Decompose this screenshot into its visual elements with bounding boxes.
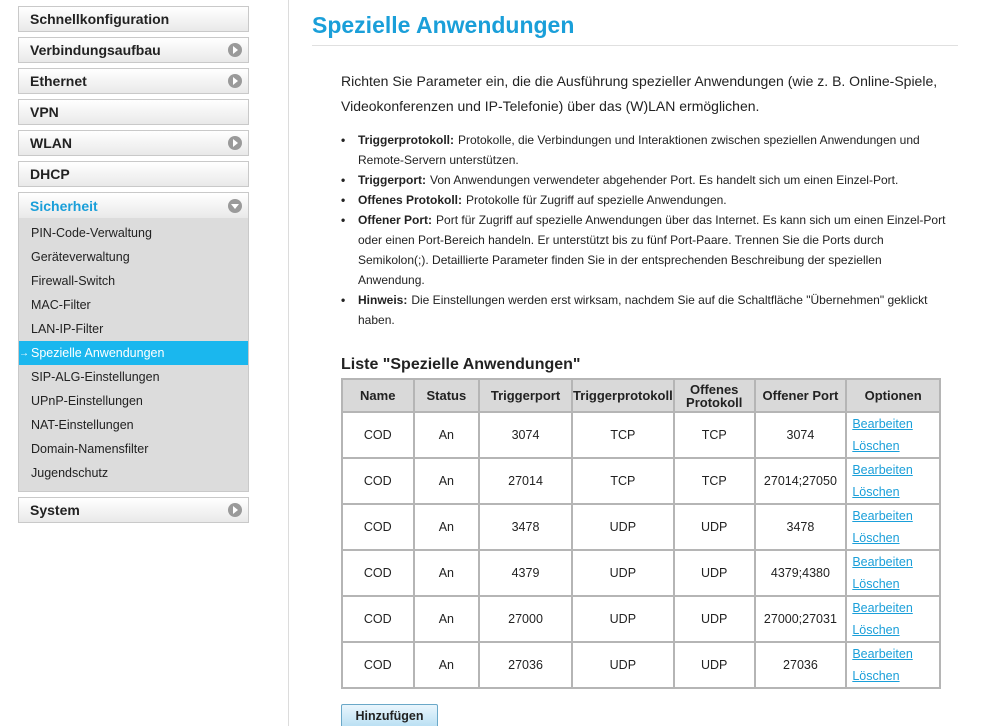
bullet-icon: • (341, 293, 346, 307)
delete-link[interactable]: Löschen (852, 531, 900, 545)
sidebar-item-vpn[interactable] (18, 99, 249, 125)
subnav-item-nat-einstellungen[interactable] (19, 413, 248, 437)
subnav-item-geraeteverwaltung[interactable] (19, 245, 248, 269)
sidebar-item-schnellkonfiguration[interactable] (18, 6, 249, 32)
cell-status: An (414, 642, 480, 688)
divider (288, 0, 289, 726)
sidebar-nav (18, 6, 249, 528)
page-title: Spezielle Anwendungen (312, 12, 575, 38)
sidebar-item-label: Schnellkonfiguration (30, 11, 170, 27)
cell-trigger-port: 3074 (479, 412, 572, 458)
column-header-offener-port: Offener Port (755, 379, 847, 412)
help-item-triggerport (341, 170, 946, 190)
title-divider (312, 45, 958, 46)
delete-link[interactable]: Löschen (852, 439, 900, 453)
subnav-item-label: Domain-Namensfilter (31, 442, 149, 456)
cell-open-port: 3074 (755, 412, 847, 458)
help-text: Die Einstellungen werden erst wirksam, nachdem Sie auf die Schaltfläche "Übernehmen" geklickt haben. (358, 293, 928, 327)
help-term: Triggerprotokoll: (358, 133, 454, 147)
cell-options (846, 412, 940, 458)
column-header-name: Name (342, 379, 414, 412)
subnav-item-label: LAN-IP-Filter (31, 322, 104, 336)
help-item-offenes-protokoll (341, 190, 946, 210)
cell-trigger-protocol: UDP (572, 504, 674, 550)
sidebar-item-label: Ethernet (30, 73, 87, 89)
cell-open-protocol: UDP (674, 642, 755, 688)
sidebar-item-sicherheit[interactable] (18, 192, 249, 218)
cell-name: COD (342, 550, 414, 596)
sidebar-item-system[interactable] (18, 497, 249, 523)
subnav-item-label: Geräteverwaltung (31, 250, 130, 264)
subnav-item-spezielle-anwendungen[interactable] (19, 341, 248, 365)
bullet-icon: • (341, 173, 346, 187)
cell-trigger-port: 27014 (479, 458, 572, 504)
cell-options (846, 458, 940, 504)
chevron-right-icon (228, 74, 242, 88)
subnav-item-label: UPnP-Einstellungen (31, 394, 143, 408)
cell-trigger-protocol: TCP (572, 458, 674, 504)
cell-open-protocol: TCP (674, 458, 755, 504)
edit-link[interactable]: Bearbeiten (852, 463, 913, 477)
cell-status: An (414, 550, 480, 596)
help-term: Offenes Protokoll: (358, 193, 463, 207)
table-row (342, 458, 940, 504)
cell-open-port: 3478 (755, 504, 847, 550)
cell-open-protocol: UDP (674, 550, 755, 596)
sidebar-item-label: DHCP (30, 166, 70, 182)
cell-open-port: 27036 (755, 642, 847, 688)
cell-options (846, 504, 940, 550)
column-header-status: Status (414, 379, 480, 412)
column-header-optionen: Optionen (846, 379, 940, 412)
cell-trigger-protocol: UDP (572, 642, 674, 688)
chevron-right-icon (228, 136, 242, 150)
help-item-hinweis (341, 290, 946, 330)
bullet-icon: • (341, 213, 346, 227)
sidebar-item-label: WLAN (30, 135, 72, 151)
intro-text: Richten Sie Parameter ein, die die Ausführung spezieller Anwendungen (wie z. B. Online-Spiele, Videokonferenzen und IP-Telefonie) über das (W)LAN ermöglichen. (341, 73, 938, 114)
edit-link[interactable]: Bearbeiten (852, 647, 913, 661)
delete-link[interactable]: Löschen (852, 623, 900, 637)
subnav-item-sip-alg-einstellungen[interactable] (19, 365, 248, 389)
cell-open-port: 27000;27031 (755, 596, 847, 642)
edit-link[interactable]: Bearbeiten (852, 509, 913, 523)
subnav-item-upnp-einstellungen[interactable] (19, 389, 248, 413)
subnav-item-mac-filter[interactable] (19, 293, 248, 317)
arrow-right-icon: → (19, 347, 29, 359)
table-row (342, 596, 940, 642)
help-term: Triggerport: (358, 173, 426, 187)
delete-link[interactable]: Löschen (852, 669, 900, 683)
table-row (342, 642, 940, 688)
cell-open-protocol: UDP (674, 596, 755, 642)
sidebar-item-label: VPN (30, 104, 59, 120)
subnav-item-label: Firewall-Switch (31, 274, 116, 288)
help-item-offener-port (341, 210, 946, 290)
cell-trigger-port: 27036 (479, 642, 572, 688)
edit-link[interactable]: Bearbeiten (852, 555, 913, 569)
sidebar-item-wlan[interactable] (18, 130, 249, 156)
subnav-item-firewall-switch[interactable] (19, 269, 248, 293)
chevron-right-icon (228, 503, 242, 517)
sidebar-item-label: System (30, 502, 80, 518)
add-button[interactable]: Hinzufügen (341, 704, 438, 726)
main-content (312, 12, 958, 726)
chevron-right-icon (228, 43, 242, 57)
subnav-item-jugendschutz[interactable] (19, 461, 248, 485)
subnav-item-label: Spezielle Anwendungen (31, 346, 165, 360)
cell-name: COD (342, 642, 414, 688)
table-row (342, 412, 940, 458)
cell-trigger-protocol: UDP (572, 550, 674, 596)
sicherheit-submenu (18, 218, 249, 492)
sidebar-item-label: Sicherheit (30, 197, 98, 214)
help-text: Protokolle, die Verbindungen und Interaktionen zwischen speziellen Anwendungen und Remote-Servern unterstützen. (358, 133, 920, 167)
cell-trigger-port: 3478 (479, 504, 572, 550)
bullet-icon: • (341, 133, 346, 147)
subnav-item-lan-ip-filter[interactable] (19, 317, 248, 341)
help-term: Hinweis: (358, 293, 408, 307)
cell-trigger-port: 27000 (479, 596, 572, 642)
column-header-triggerprotokoll: Triggerprotokoll (572, 379, 674, 412)
list-title: Liste "Spezielle Anwendungen" (341, 356, 581, 373)
cell-open-protocol: UDP (674, 504, 755, 550)
subnav-item-pin-code-verwaltung[interactable] (19, 221, 248, 245)
cell-options (846, 596, 940, 642)
subnav-item-label: PIN-Code-Verwaltung (31, 226, 152, 240)
column-header-triggerport: Triggerport (479, 379, 572, 412)
cell-open-port: 27014;27050 (755, 458, 847, 504)
column-header-offenes-protokoll: Offenes Protokoll (674, 379, 755, 412)
sidebar-item-dhcp[interactable] (18, 161, 249, 187)
sidebar-item-verbindungsaufbau[interactable] (18, 37, 249, 63)
help-item-triggerprotokoll (341, 130, 946, 170)
cell-name: COD (342, 596, 414, 642)
help-text: Port für Zugriff auf spezielle Anwendungen über das Internet. Es kann sich um einen Einzel-Port oder einen Port-Bereich handeln. Er unterstützt bis zu fünf Port-Paare. Trennen Sie die Ports durch Semikolon(;). Detaillierte Parameter finden Sie in der entsprechenden Beschreibung der speziellen Anwendung. (358, 213, 946, 287)
sidebar-item-ethernet[interactable] (18, 68, 249, 94)
cell-open-port: 4379;4380 (755, 550, 847, 596)
delete-link[interactable]: Löschen (852, 577, 900, 591)
edit-link[interactable]: Bearbeiten (852, 601, 913, 615)
cell-status: An (414, 458, 480, 504)
cell-trigger-port: 4379 (479, 550, 572, 596)
cell-status: An (414, 596, 480, 642)
cell-status: An (414, 412, 480, 458)
cell-options (846, 550, 940, 596)
help-term: Offener Port: (358, 213, 433, 227)
bullet-icon: • (341, 193, 346, 207)
help-text: Von Anwendungen verwendeter abgehender Port. Es handelt sich um einen Einzel-Port. (430, 173, 899, 187)
cell-trigger-protocol: TCP (572, 412, 674, 458)
table-header-row (342, 379, 940, 412)
delete-link[interactable]: Löschen (852, 485, 900, 499)
cell-name: COD (342, 504, 414, 550)
subnav-item-label: MAC-Filter (31, 298, 91, 312)
cell-trigger-protocol: UDP (572, 596, 674, 642)
subnav-item-label: NAT-Einstellungen (31, 418, 134, 432)
chevron-down-icon (228, 199, 242, 213)
help-text: Protokolle für Zugriff auf spezielle Anwendungen. (466, 193, 727, 207)
help-list (341, 130, 946, 330)
cell-name: COD (342, 412, 414, 458)
cell-status: An (414, 504, 480, 550)
subnav-item-domain-namensfilter[interactable] (19, 437, 248, 461)
table-row (342, 550, 940, 596)
applications-table (341, 378, 941, 689)
sidebar-item-label: Verbindungsaufbau (30, 42, 161, 58)
subnav-item-label: Jugendschutz (31, 466, 109, 480)
cell-name: COD (342, 458, 414, 504)
subnav-item-label: SIP-ALG-Einstellungen (31, 370, 160, 384)
edit-link[interactable]: Bearbeiten (852, 417, 913, 431)
cell-open-protocol: TCP (674, 412, 755, 458)
table-row (342, 504, 940, 550)
cell-options (846, 642, 940, 688)
